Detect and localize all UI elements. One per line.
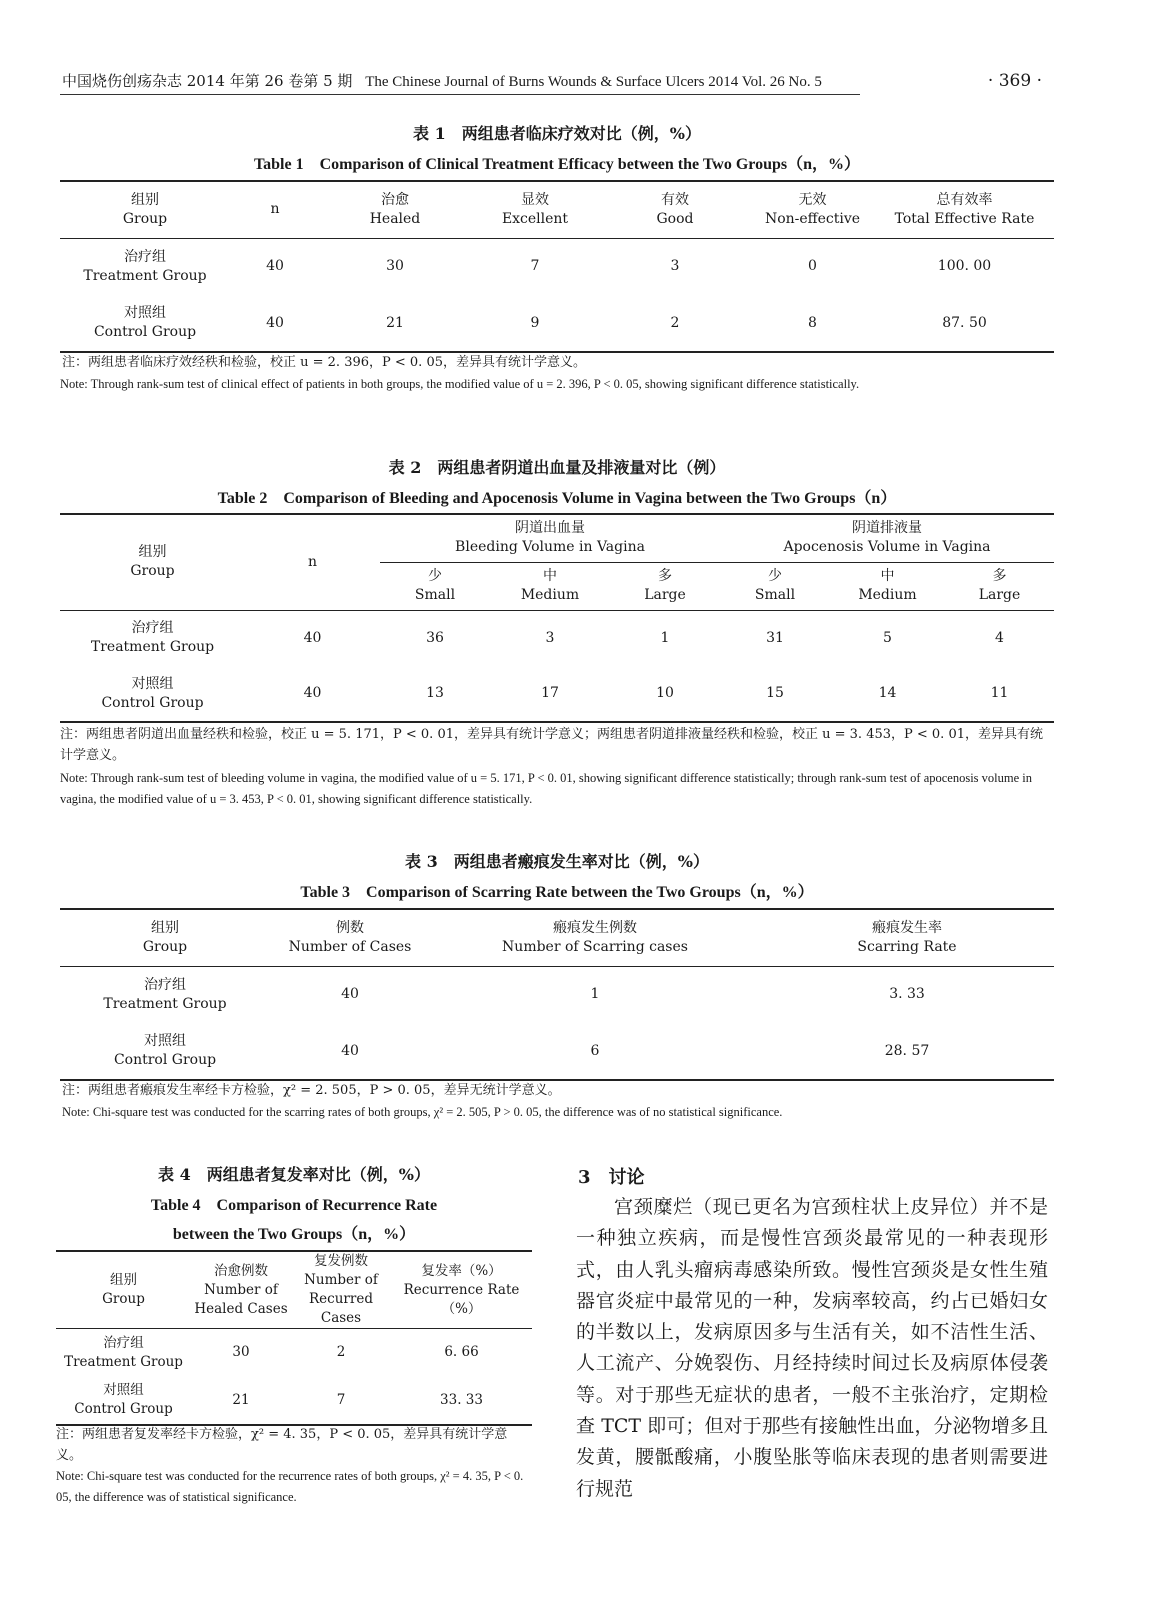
table-row [60, 1023, 1054, 1080]
table-cell: 10 [656, 685, 674, 701]
table-cell: 9 [530, 314, 540, 331]
table2-col-bleed-large: 多 Large [644, 568, 686, 603]
table-cell: 21 [232, 1391, 250, 1408]
table3-header-row [60, 909, 1054, 966]
table-cell: 15 [766, 685, 784, 701]
table-cell: 40 [341, 1042, 359, 1059]
table-cell: 4 [995, 629, 1004, 646]
table2-col-apo-small: 少 Small [754, 568, 796, 603]
table-cell: 6 [590, 1042, 600, 1059]
journal-title-en: The Chinese Journal of Burns Wounds & Surface Ulcers 2014 Vol. 26 No. 5 [365, 74, 822, 90]
table3-row1-group: 治疗组 Treatment Group [103, 976, 227, 1012]
table-cell: 33. 33 [440, 1391, 483, 1408]
journal-title-cn: 中国烧伤创疡杂志 2014 年第 26 卷第 5 期 [62, 72, 353, 90]
table1-header-row [60, 181, 1054, 238]
table-cell: 3. 33 [889, 986, 925, 1003]
table-cell: 30 [386, 258, 404, 275]
table-row [60, 966, 1054, 1023]
table-cell: 31 [766, 629, 784, 646]
table1-title-en: Table 1 Comparison of Clinical Treatment Efficacy between the Two Groups（n，%） [253, 156, 861, 173]
table-cell: 7 [530, 258, 540, 275]
table-cell: 30 [232, 1344, 250, 1361]
table-cell: 6. 66 [444, 1344, 479, 1361]
table3-col-scarring-cases: 瘢痕发生例数 Number of Scarring cases [502, 919, 688, 955]
table-cell: 21 [386, 314, 404, 331]
table1-col-group: 组别 Group [122, 191, 168, 227]
table-cell: 13 [426, 685, 444, 701]
table-cell: 2 [670, 314, 680, 331]
table3 [60, 908, 1054, 1081]
table2-col-bleed-small: 少 Small [414, 568, 456, 603]
table3-note-en: Note: Chi-square test was conducted for the scarring rates of both groups, χ² = 2. 505, P > 0. 05, the difference was of no statistical significance. [62, 1105, 783, 1119]
table4-row2-group: 对照组 Control Group [74, 1382, 173, 1417]
table1-title-cn: 表 1 两组患者临床疗效对比（例，%） [413, 124, 701, 143]
table-cell: 100. 00 [937, 258, 992, 275]
table-cell: 5 [883, 629, 892, 646]
table-row [56, 1377, 532, 1425]
table4-title-en-1: Table 4 Comparison of Recurrence Rate [150, 1197, 438, 1214]
table1-col-total-rate: 总有效率 Total Effective Rate [894, 191, 1035, 227]
table4-col-healed-cases: 治愈例数 Number of Healed Cases [194, 1262, 288, 1317]
table2-col-bleeding: 阴道出血量 Bleeding Volume in Vagina [380, 514, 720, 562]
page-number: · 369 · [987, 71, 1042, 91]
table-cell: 40 [303, 629, 322, 646]
table3-title-en: Table 3 Comparison of Scarring Rate between the Two Groups（n，%） [300, 884, 814, 901]
section-heading: 3 讨论 [578, 1167, 645, 1188]
table4-title-cn: 表 4 两组患者复发率对比（例，%） [158, 1165, 430, 1184]
table-cell: 40 [303, 685, 322, 701]
table-cell: 0 [808, 258, 817, 275]
table-cell: 14 [878, 685, 897, 701]
table4-col-group: 组别 Group [102, 1272, 145, 1307]
table2 [60, 513, 1054, 723]
table-row [60, 666, 1054, 722]
table1-col-n: n [270, 201, 280, 218]
table4-header-row [56, 1251, 532, 1329]
table4-row1-group: 治疗组 Treatment Group [64, 1334, 183, 1370]
table2-header-row [60, 514, 1054, 562]
table4 [56, 1250, 532, 1426]
table-cell: 11 [990, 685, 1009, 701]
table-cell: 40 [266, 314, 284, 331]
table2-col-apocenosis: 阴道排液量 Apocenosis Volume in Vagina [720, 514, 1054, 562]
header-rule [60, 94, 860, 95]
table3-row2-group: 对照组 Control Group [113, 1033, 217, 1068]
table2-title-cn: 表 2 两组患者阴道出血量及排液量对比（例） [388, 458, 726, 477]
table-cell: 2 [336, 1344, 346, 1361]
table1-note-en: Note: Through rank-sum test of clinical effect of patients in both groups, the modified value of u = 2. 396, P < 0. 05, showing significant difference statistically. [60, 377, 860, 391]
table1 [60, 180, 1054, 353]
journal-title [62, 70, 822, 91]
table-cell: 3 [545, 629, 555, 646]
table3-col-scarring-rate: 瘢痕发生率 Scarring Rate [857, 919, 957, 955]
table1-row2-group: 对照组 Control Group [93, 305, 197, 340]
table3-title-cn: 表 3 两组患者瘢痕发生率对比（例，%） [405, 852, 709, 871]
table1-note-cn: 注：两组患者临床疗效经秩和检验，校正 u = 2. 396，P < 0. 05，差异具有统计学意义。 [62, 355, 586, 370]
table1-col-healed: 治愈 Healed [369, 191, 421, 227]
table-cell: 1 [590, 986, 600, 1003]
running-header [62, 70, 1042, 91]
table-row [60, 295, 1054, 352]
table-cell: 87. 50 [942, 314, 987, 331]
table4-note-en: Note: Chi-square test was conducted for the recurrence rates of both groups, χ² = 4. 35, P < 0. 05, the difference was of statistical significance. [56, 1469, 524, 1504]
table3-col-cases: 例数 Number of Cases [288, 919, 412, 955]
table4-col-recurred-cases: 复发例数 Number of Recurred Cases [304, 1253, 378, 1326]
table-row [56, 1329, 532, 1377]
table4-title-en-2: between the Two Groups（n，%） [172, 1226, 416, 1243]
table-cell: 1 [660, 629, 670, 646]
table-cell: 7 [336, 1391, 346, 1408]
table-row [60, 610, 1054, 666]
table-cell: 3 [670, 258, 680, 275]
table-cell: 28. 57 [884, 1042, 930, 1059]
table1-col-good: 有效 Good [656, 191, 694, 227]
table-cell: 40 [341, 986, 359, 1003]
table2-col-apo-large: 多 Large [978, 568, 1021, 603]
table2-row2-group: 对照组 Control Group [101, 675, 204, 711]
table2-col-group: 组别 Group [60, 514, 245, 610]
table2-col-bleed-medium: 中 Medium [520, 568, 580, 603]
table2-title-en: Table 2 Comparison of Bleeding and Apocenosis Volume in Vagina between the Two Groups（n） [217, 490, 897, 507]
table-cell: 8 [808, 314, 817, 331]
table2-row1-group: 治疗组 Treatment Group [90, 620, 215, 656]
table2-note-en: Note: Through rank-sum test of bleeding volume in vagina, the modified value of u = 5. 171, P < 0. 01, showing significant difference statistically; through rank-sum test of apocenosis volume in vagina, the modified value of u = 3. 453, P < 0. 01, showing significant difference statistically. [60, 771, 1033, 806]
section-paragraph: 宫颈糜烂（现已更名为宫颈柱状上皮异位）并不是一种独立疾病，而是慢性宫颈炎最常见的一种表现形式，由人乳头瘤病毒感染所致。慢性宫颈炎是女性生殖器官炎症中最常见的一种，发病率较高，约占已婚妇女的半数以上，发病原因多与生活有关，如不洁性生活、人工流产、分娩裂伤、月经持续时间过长及病原体侵袭等。对于那些无症状的患者，一般不主张治疗，定期检查 TCT 即可；但对于那些有接触性出血，分泌物增多且发黄，腰骶酸痛，小腹坠胀等临床表现的患者则需要进行规范 [576, 1196, 1048, 1500]
table3-col-group: 组别 Group [142, 919, 188, 955]
table-row [60, 238, 1054, 295]
table4-note-cn: 注：两组患者复发率经卡方检验，χ² = 4. 35，P < 0. 05，差异具有统计学意义。 [56, 1427, 508, 1463]
table-cell: 17 [541, 685, 559, 701]
table-cell: 36 [426, 629, 444, 646]
table2-note-cn: 注：两组患者阴道出血量经秩和检验，校正 u = 5. 171，P < 0. 01，差异具有统计学意义；两组患者阴道排液量经秩和检验，校正 u = 3. 453，P < 0. 01，差异具有统计学意义。 [60, 727, 1043, 763]
table4-col-recurrence-rate: 复发率（%） Recurrence Rate（%） [403, 1262, 520, 1317]
table-cell: 40 [266, 258, 284, 275]
table1-row1-group: 治疗组 Treatment Group [83, 248, 207, 284]
table2-col-n: n [245, 514, 380, 610]
table3-note-cn: 注：两组患者瘢痕发生率经卡方检验，χ² = 2. 505，P > 0. 05，差异无统计学意义。 [62, 1083, 561, 1098]
table1-col-excellent: 显效 Excellent [501, 191, 569, 227]
table2-col-apo-medium: 中 Medium [858, 568, 917, 603]
table1-col-noneffective: 无效 Non-effective [764, 191, 861, 227]
